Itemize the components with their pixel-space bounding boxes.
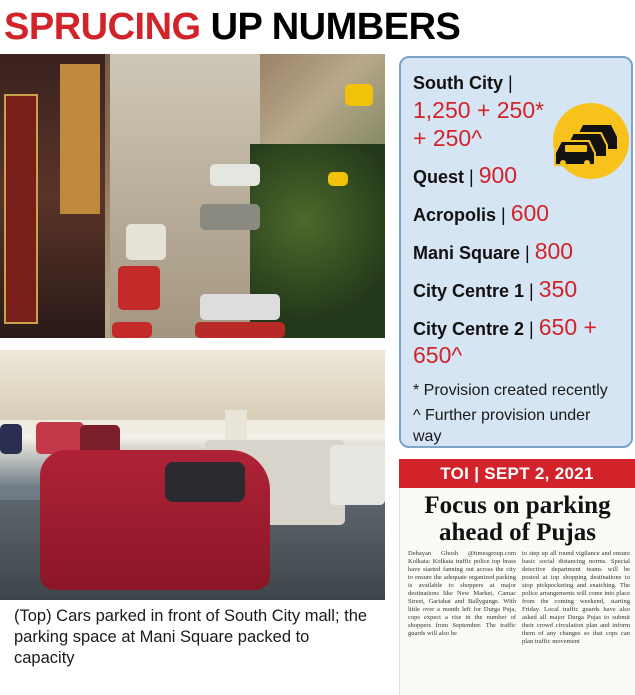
mall-row-acropolis [413,200,621,228]
mall-name: Quest [413,167,465,187]
photo-caption: (Top) Cars parked in front of South City mall; the parking space at Mani Square packed to capacity [14,607,368,667]
parked-car [126,224,166,260]
parking-count: 800 [534,238,574,264]
separator: | [496,205,511,225]
clipping-column: Debayan Ghosh @timesgroup.com Kolkata: Kolkata traffic police top brass have started fanning out across the city to ensure the adequate organized parking is available to shoppers at major destinations like New Market, Camac Street, Gariahat and Ballygunge. With little over a month left for Durga Puja, cops expect a rise in the number of shoppers from September. The traffic guards will also be [408,550,516,637]
parked-car [200,204,260,230]
parking-ceiling [0,350,385,420]
mall-row-mani-square [413,238,621,266]
newspaper-clipping [399,488,635,695]
mall-name: Mani Square [413,243,521,263]
car-windshield [165,462,245,502]
mall-sign [4,94,38,324]
separator: | [520,243,535,263]
clipping-body [408,550,630,690]
parking-count: 650 + 650^ [413,314,597,368]
mall-name: Acropolis [413,205,497,225]
parked-car [345,84,373,106]
clipping-title: Focus on parking ahead of Pujas [424,492,611,546]
parking-count: 1,250 + 250* + 250^ [413,97,545,151]
cars-icon [553,103,629,179]
parked-car [210,164,260,186]
mall-banner [60,64,100,214]
mall-name: City Centre 1 [413,281,525,301]
separator: | [524,319,539,339]
mall-row-city-centre-2 [413,314,621,370]
headline [4,4,460,50]
photo-south-city-mall [0,54,385,338]
parking-count: 350 [538,276,578,302]
parked-car [200,294,280,320]
footnote-asterisk: * Provision created recently [413,382,608,399]
headline-red-part: SPRUCING [4,5,201,48]
mall-name: City Centre 2 [413,319,525,339]
cars-icon-graphic [553,103,629,179]
separator: | [524,281,539,301]
parked-car [330,445,385,505]
parked-car [118,266,160,310]
mall-row-city-centre-1 [413,276,621,304]
parked-car [328,172,348,186]
separator: | [464,167,479,187]
parking-count: 900 [478,162,518,188]
clipping-column: to step up all round vigilance and ensure basic social distancing norms. Special detective department teams will be posted at top shopping destinations to stop pickpocketing and snatching. The police arrangements will come into place from the coming weekend, starting Friday. Local traffic guards have also asked all major Durga Pujas to submit their crowd circulation plan and inform them of any changes so that cops can plan traffic movement [522,550,630,645]
footnote-caret: ^ Further provision under way [413,407,591,445]
parked-car [112,322,152,338]
separator: | [503,73,513,93]
headline-black-part: UP NUMBERS [210,5,461,48]
parking-count: 600 [510,200,550,226]
mall-name: South City [413,73,503,93]
parked-car [195,322,285,338]
photo-mani-square-parking [0,350,385,600]
parked-car [0,424,22,454]
source-bar: TOI | SEPT 2, 2021 [399,459,635,488]
